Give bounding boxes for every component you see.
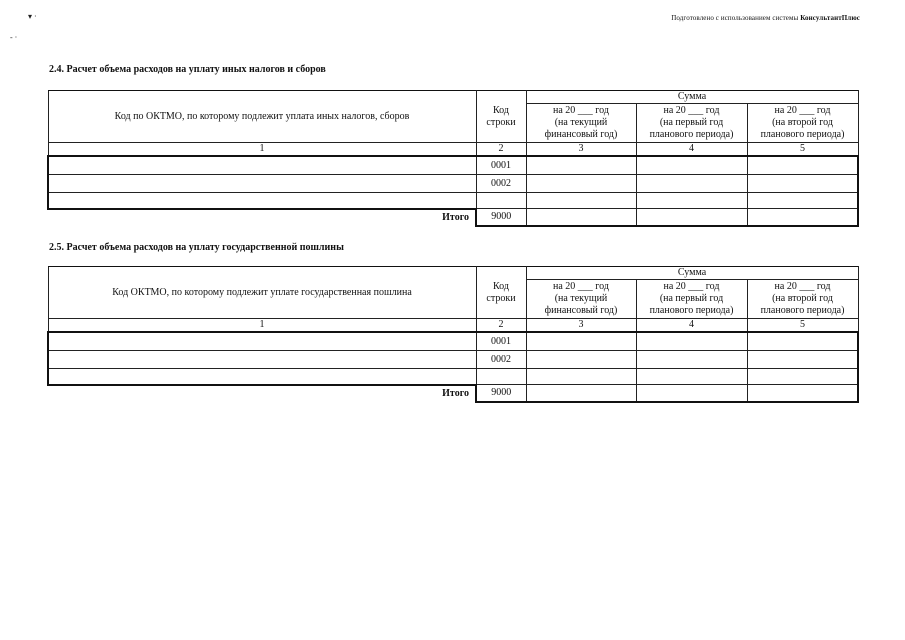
- code-header-l1: Код: [493, 280, 509, 292]
- total-sum-cell[interactable]: [526, 209, 636, 226]
- total-sum-cell[interactable]: [747, 385, 858, 402]
- table-row: [48, 193, 858, 209]
- col3-header-l2: (на текущий: [554, 293, 608, 304]
- col4-header-l3: планового периода): [649, 305, 734, 316]
- sum-cell[interactable]: [636, 369, 747, 385]
- total-sum-cell[interactable]: [636, 385, 747, 402]
- col-number-3: 3: [526, 143, 636, 157]
- row-code: 0002: [476, 175, 526, 193]
- total-row: [48, 209, 858, 226]
- total-label: Итого: [442, 211, 469, 223]
- sum-cell[interactable]: [526, 369, 636, 385]
- col-number-4: 4: [636, 319, 747, 333]
- col3-header-l1: на 20 ___ год: [553, 281, 609, 292]
- sum-cell[interactable]: [747, 193, 858, 209]
- oktmo-cell[interactable]: [48, 332, 476, 351]
- col3-header-l3: финансовый год): [544, 305, 618, 316]
- sum-cell[interactable]: [526, 193, 636, 209]
- sum-cell[interactable]: [526, 332, 636, 351]
- col-number-2: 2: [476, 143, 526, 157]
- section-2-5-title: 2.5. Расчет объема расходов на уплату государственной пошлины: [49, 242, 344, 253]
- sum-cell[interactable]: [747, 175, 858, 193]
- scan-mark-2: - ·: [10, 33, 18, 42]
- oktmo-cell[interactable]: [48, 351, 476, 369]
- col-number-2: 2: [476, 319, 526, 333]
- sum-cell[interactable]: [747, 369, 858, 385]
- table-row: [48, 156, 858, 175]
- col5-header: [747, 280, 858, 319]
- row-code: 0002: [476, 351, 526, 369]
- code-header-l2: строки: [486, 116, 516, 128]
- code-header: [476, 267, 526, 319]
- col-number-5: 5: [747, 319, 858, 333]
- consultant-brand: КонсультантПлюс: [800, 14, 860, 22]
- total-code: 9000: [476, 209, 526, 226]
- code-header: [476, 91, 526, 143]
- row-code: [476, 193, 526, 209]
- code-header-l1: Код: [493, 104, 509, 116]
- oktmo-cell[interactable]: [48, 369, 476, 385]
- col5-header-l3: планового периода): [760, 129, 845, 140]
- sum-cell[interactable]: [636, 351, 747, 369]
- consultant-note: [560, 14, 860, 22]
- sum-cell[interactable]: [636, 175, 747, 193]
- col1-header: Код ОКТМО, по которому подлежит уплате государственная пошлина: [48, 267, 476, 319]
- col-number-4: 4: [636, 143, 747, 157]
- col5-header-l2: (на второй год: [772, 293, 833, 304]
- table-row: [48, 332, 858, 351]
- col4-header-l2: (на первый год: [659, 293, 724, 304]
- col-number-3: 3: [526, 319, 636, 333]
- table-row: [48, 175, 858, 193]
- sum-cell[interactable]: [526, 351, 636, 369]
- sum-header: Сумма: [526, 267, 858, 280]
- table-2-5: [47, 266, 859, 403]
- sum-cell[interactable]: [747, 332, 858, 351]
- sum-cell[interactable]: [747, 351, 858, 369]
- col5-header-l3: планового периода): [760, 305, 845, 316]
- col4-header: [636, 104, 747, 143]
- col3-header: [526, 280, 636, 319]
- col4-header-l3: планового периода): [649, 129, 734, 140]
- total-code: 9000: [476, 385, 526, 402]
- col4-header: [636, 280, 747, 319]
- col3-header-l2: (на текущий: [554, 117, 608, 128]
- sum-cell[interactable]: [526, 175, 636, 193]
- oktmo-cell[interactable]: [48, 193, 476, 209]
- col5-header-l1: на 20 ___ год: [774, 281, 831, 292]
- col3-header-l3: финансовый год): [544, 129, 618, 140]
- row-code: [476, 369, 526, 385]
- sum-cell[interactable]: [526, 156, 636, 175]
- sum-cell[interactable]: [636, 193, 747, 209]
- col1-header: Код по ОКТМО, по которому подлежит уплата иных налогов, сборов: [48, 91, 476, 143]
- oktmo-cell[interactable]: [48, 175, 476, 193]
- total-sum-cell[interactable]: [526, 385, 636, 402]
- col5-header: [747, 104, 858, 143]
- col-number-1: 1: [48, 319, 476, 333]
- total-sum-cell[interactable]: [747, 209, 858, 226]
- col4-header-l1: на 20 ___ год: [663, 105, 720, 116]
- row-code: 0001: [476, 156, 526, 175]
- consultant-note-prefix: Подготовлено с использованием системы: [671, 14, 799, 22]
- total-sum-cell[interactable]: [636, 209, 747, 226]
- sum-cell[interactable]: [636, 332, 747, 351]
- col5-header-l2: (на второй год: [772, 117, 833, 128]
- sum-header: Сумма: [526, 91, 858, 104]
- table-2-4: [47, 90, 859, 227]
- col-number-1: 1: [48, 143, 476, 157]
- code-header-l2: строки: [486, 292, 516, 304]
- col5-header-l1: на 20 ___ год: [774, 105, 831, 116]
- row-code: 0001: [476, 332, 526, 351]
- sum-cell[interactable]: [636, 156, 747, 175]
- col4-header-l2: (на первый год: [659, 117, 724, 128]
- total-label: Итого: [442, 387, 469, 399]
- col4-header-l1: на 20 ___ год: [663, 281, 720, 292]
- sum-cell[interactable]: [747, 156, 858, 175]
- table-row: [48, 351, 858, 369]
- col3-header-l1: на 20 ___ год: [553, 105, 609, 116]
- col3-header: [526, 104, 636, 143]
- oktmo-cell[interactable]: [48, 156, 476, 175]
- scan-mark-1: ▾ ·: [28, 12, 37, 21]
- table-row: [48, 369, 858, 385]
- total-row: [48, 385, 858, 402]
- section-2-4-title: 2.4. Расчет объема расходов на уплату иных налогов и сборов: [49, 64, 326, 75]
- col-number-5: 5: [747, 143, 858, 157]
